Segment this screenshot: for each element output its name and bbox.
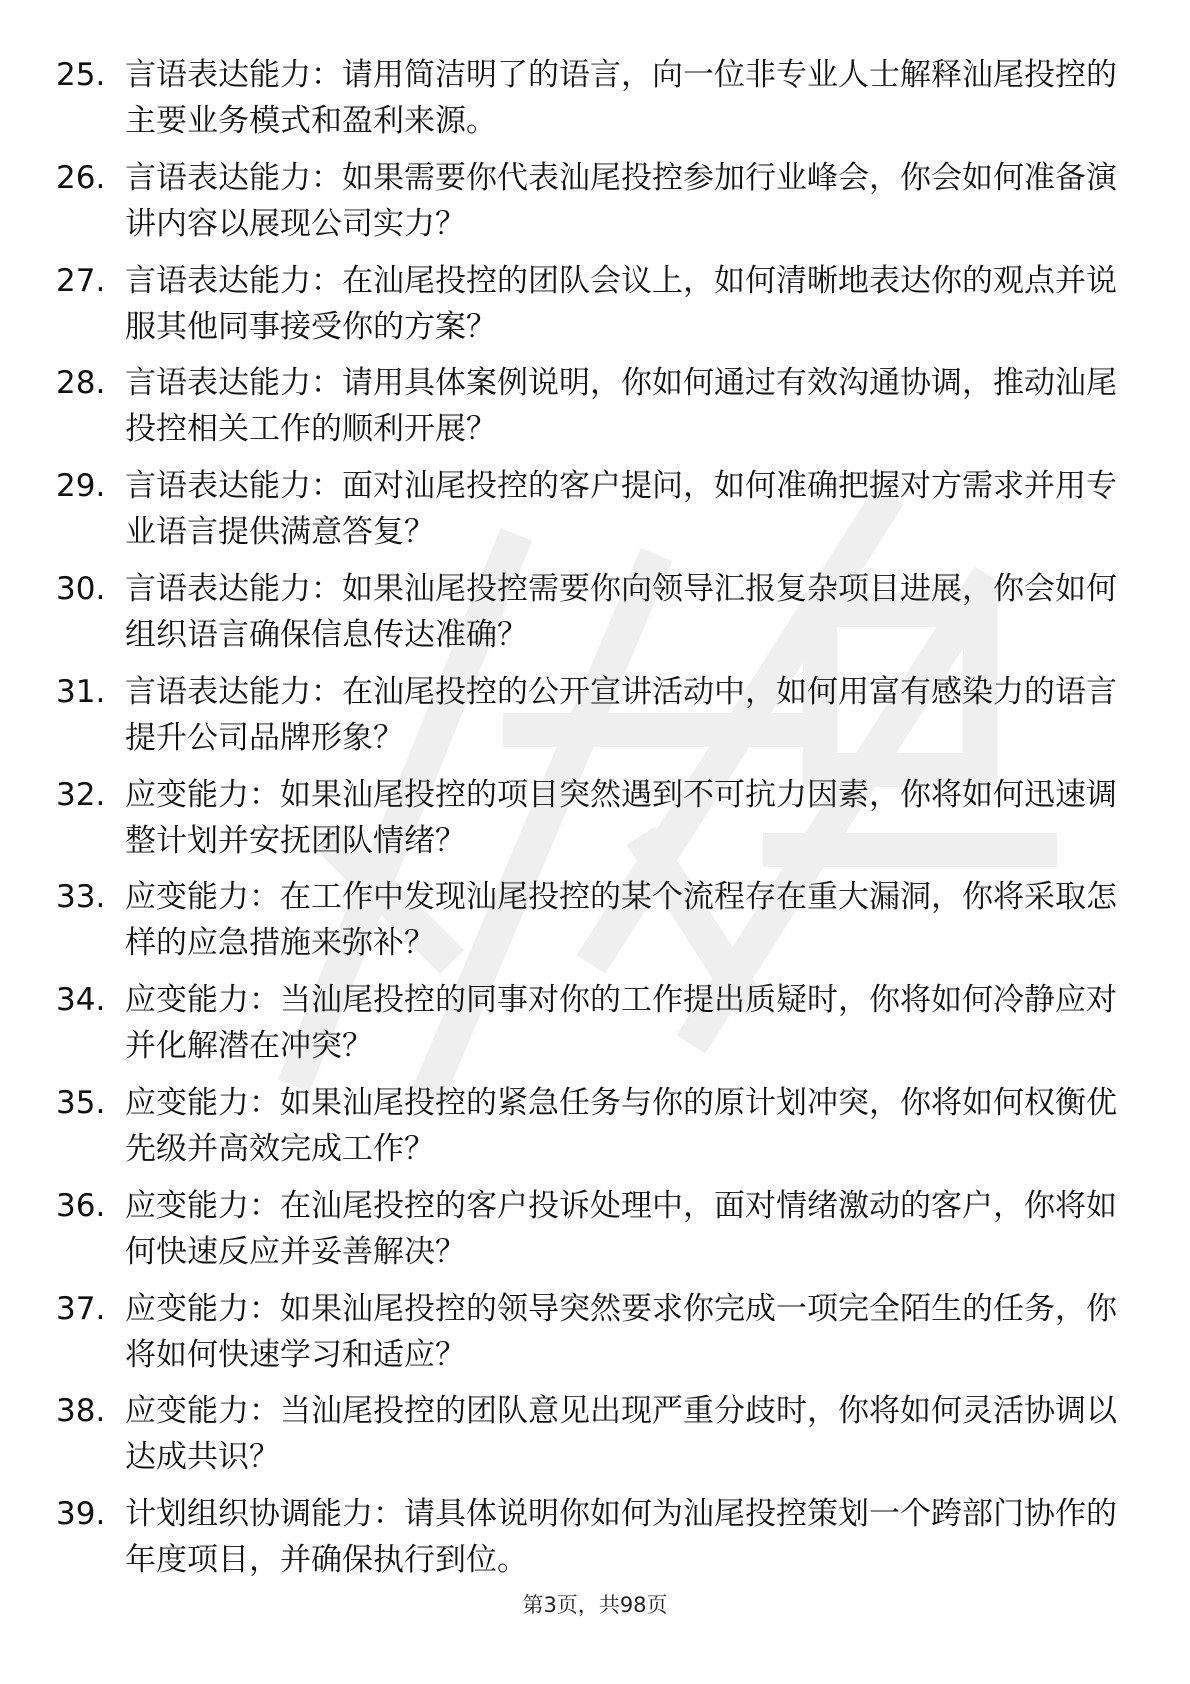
question-item — [0, 1080, 1190, 1183]
question-item — [0, 155, 1190, 258]
question-item — [0, 1183, 1190, 1286]
question-number: 32. — [56, 776, 106, 813]
question-text: 言语表达能力：如果汕尾投控需要你向领导汇报复杂项目进展，你会如何组织语言确保信息传达准确？ — [125, 570, 1117, 653]
question-text: 言语表达能力：在汕尾投控的团队会议上，如何清晰地表达你的观点并说服其他同事接受你的方案？ — [125, 262, 1117, 345]
question-item — [0, 669, 1190, 772]
question-item — [0, 874, 1190, 977]
question-item — [0, 1491, 1190, 1594]
question-text: 计划组织协调能力：请具体说明你如何为汕尾投控策划一个跨部门协作的年度项目，并确保执行到位。 — [125, 1496, 1117, 1579]
question-number: 36. — [56, 1187, 106, 1224]
question-item — [0, 1388, 1190, 1491]
question-item — [0, 566, 1190, 669]
question-item — [0, 1286, 1190, 1389]
question-item — [0, 258, 1190, 361]
question-text: 言语表达能力：如果需要你代表汕尾投控参加行业峰会，你会如何准备演讲内容以展现公司实力？ — [125, 159, 1117, 242]
question-number: 27. — [56, 262, 106, 299]
question-number: 33. — [56, 879, 106, 916]
question-item — [0, 977, 1190, 1080]
question-text: 言语表达能力：在汕尾投控的公开宣讲活动中，如何用富有感染力的语言提升公司品牌形象？ — [125, 673, 1117, 756]
question-number: 39. — [56, 1496, 106, 1533]
question-text: 言语表达能力：请用简洁明了的语言，向一位非专业人士解释汕尾投控的主要业务模式和盈利来源。 — [125, 57, 1117, 139]
question-item — [0, 772, 1190, 875]
question-number: 30. — [56, 570, 106, 607]
question-item — [0, 360, 1190, 463]
question-number: 37. — [56, 1290, 106, 1327]
question-number: 34. — [56, 982, 106, 1019]
question-text: 应变能力：如果汕尾投控的项目突然遇到不可抗力因素，你将如何迅速调整计划并安抚团队情绪？ — [125, 776, 1117, 859]
question-text: 应变能力：如果汕尾投控的紧急任务与你的原计划冲突，你将如何权衡优先级并高效完成工作？ — [125, 1084, 1117, 1167]
question-text: 应变能力：当汕尾投控的同事对你的工作提出质疑时，你将如何冷静应对并化解潜在冲突？ — [125, 982, 1117, 1065]
question-number: 25. — [56, 57, 106, 93]
question-text: 应变能力：当汕尾投控的团队意见出现严重分歧时，你将如何灵活协调以达成共识？ — [125, 1393, 1117, 1476]
question-text: 应变能力：在汕尾投控的客户投诉处理中，面对情绪激动的客户，你将如何快速反应并妥善解决？ — [125, 1187, 1117, 1270]
question-number: 29. — [56, 468, 106, 505]
question-list — [0, 52, 1190, 1594]
question-number: 35. — [56, 1084, 106, 1121]
question-item — [0, 463, 1190, 566]
question-text: 言语表达能力：请用具体案例说明，你如何通过有效沟通协调，推动汕尾投控相关工作的顺利开展？ — [125, 365, 1117, 448]
question-text: 言语表达能力：面对汕尾投控的客户提问，如何准确把握对方需求并用专业语言提供满意答复？ — [125, 468, 1117, 551]
question-text: 应变能力：如果汕尾投控的领导突然要求你完成一项完全陌生的任务，你将如何快速学习和适应？ — [125, 1290, 1117, 1373]
question-number: 31. — [56, 673, 106, 710]
question-number: 28. — [56, 365, 106, 402]
question-item — [0, 52, 1190, 155]
question-number: 26. — [56, 159, 106, 196]
question-text: 应变能力：在工作中发现汕尾投控的某个流程存在重大漏洞，你将采取怎样的应急措施来弥补？ — [125, 879, 1117, 962]
page-footer: 第3页，共98页 — [522, 1593, 668, 1617]
question-number: 38. — [56, 1393, 106, 1430]
